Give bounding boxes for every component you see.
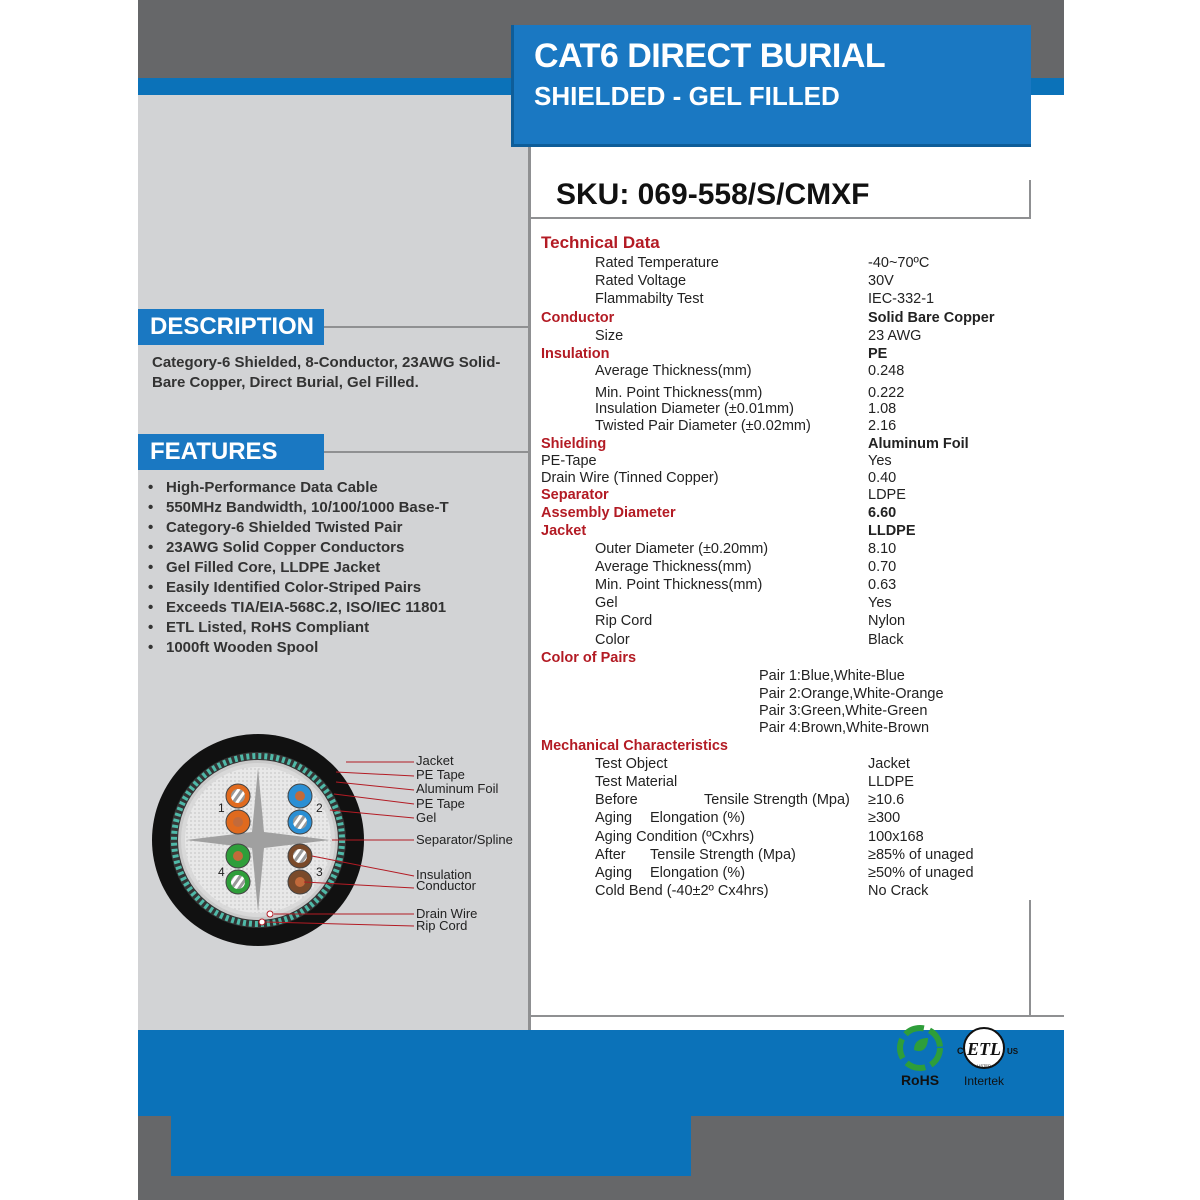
description-text: Category-6 Shielded, 8-Conductor, 23AWG Solid-Bare Copper, Direct Burial, Gel Filled. xyxy=(152,354,501,391)
spec-label: Rip Cord xyxy=(595,613,653,629)
etl-text: ETL xyxy=(967,1039,1001,1059)
callout-rip-cord: Rip Cord xyxy=(416,918,468,933)
rip-cord xyxy=(259,919,265,925)
spec-label: Insulation Diameter (±0.01mm) xyxy=(595,401,794,417)
description-heading: DESCRIPTION xyxy=(138,309,324,345)
pair-number-1: 1 xyxy=(218,801,225,815)
callout-insulation: Insulation xyxy=(416,867,472,882)
sku-rule xyxy=(531,217,1031,219)
spec-label: Flammabilty Test xyxy=(595,291,704,307)
mech-value: ≥85% of unaged xyxy=(868,847,974,863)
spec-value: 8.10 xyxy=(868,541,897,557)
spec-value: 0.222 xyxy=(868,385,905,401)
mech-value: No Crack xyxy=(868,883,929,899)
stripe xyxy=(293,815,307,829)
spec-value: Black xyxy=(868,632,904,648)
bottom-rule xyxy=(531,1015,1064,1017)
mech-value: ≥10.6 xyxy=(868,792,905,808)
etl-us-mark: US xyxy=(1007,1047,1019,1056)
spec-value: 1.08 xyxy=(868,401,897,417)
copper-core xyxy=(233,851,243,861)
mech-sublabel: Tensile Strength (Mpa) xyxy=(650,847,796,863)
spec-label: Shielding xyxy=(541,436,607,452)
mech-label: Before xyxy=(595,792,638,808)
mech-sublabel: Tensile Strength (Mpa) xyxy=(704,792,850,808)
mech-value: LLDPE xyxy=(868,774,914,790)
spec-value: 23 AWG xyxy=(868,328,922,344)
mech-label: Aging xyxy=(595,865,633,881)
callout-pe-tape-inner: PE Tape xyxy=(416,796,465,811)
stripe xyxy=(231,875,245,889)
title-line-2: SHIELDED - GEL FILLED xyxy=(534,81,840,111)
color-of-pairs-heading: Color of Pairs xyxy=(541,650,637,666)
copper-core xyxy=(295,791,305,801)
spec-value: 0.40 xyxy=(868,470,897,486)
callout-jacket: Jacket xyxy=(416,753,454,768)
sku-label: SKU: 069-558/S/CMXF xyxy=(556,178,870,211)
mech-label: After xyxy=(595,847,626,863)
mech-label: Test Material xyxy=(595,774,678,790)
feature-item: • 550MHz Bandwidth, 10/100/1000 Base-T xyxy=(148,498,449,518)
mech-value: ≥50% of unaged xyxy=(868,865,974,881)
callout-separator: Separator/Spline xyxy=(416,832,513,847)
mechanical-heading: Mechanical Characteristics xyxy=(541,738,728,754)
drain-wire xyxy=(267,911,273,917)
callout-pe-tape: PE Tape xyxy=(416,767,465,782)
spec-value: Aluminum Foil xyxy=(868,436,969,452)
leaf-icon xyxy=(914,1038,928,1051)
spec-label: Average Thickness(mm) xyxy=(595,559,752,575)
callout-conductor: Conductor xyxy=(416,878,476,893)
spec-value: PE xyxy=(868,346,888,362)
feature-item: • Easily Identified Color-Striped Pairs xyxy=(148,578,449,598)
stripe xyxy=(293,849,307,863)
pair-line: Pair 1:Blue,White-Blue xyxy=(759,668,905,684)
pair-number-2: 2 xyxy=(316,801,323,815)
spec-value: IEC-332-1 xyxy=(868,291,935,307)
spec-label: Rated Temperature xyxy=(595,255,719,271)
spec-value: Yes xyxy=(868,595,892,611)
title-box xyxy=(511,25,1031,147)
spec-label: Twisted Pair Diameter (±0.02mm) xyxy=(595,418,811,434)
spec-value: 0.248 xyxy=(868,363,905,379)
spec-label: Separator xyxy=(541,487,609,503)
pair-number-3: 3 xyxy=(316,865,323,879)
bottom-blue-block xyxy=(171,1046,691,1176)
pair-line: Pair 4:Brown,White-Brown xyxy=(759,720,930,736)
mech-label: Aging Condition (ºCxhrs) xyxy=(595,829,755,845)
rohs-text: RoHS xyxy=(900,1072,940,1088)
feature-item: • 1000ft Wooden Spool xyxy=(148,638,449,658)
spec-value: 2.16 xyxy=(868,418,897,434)
pair-line: Pair 2:Orange,White-Orange xyxy=(759,686,944,702)
spec-label: Insulation xyxy=(541,346,610,362)
feature-item: • High-Performance Data Cable xyxy=(148,478,449,498)
intertek-text: Intertek xyxy=(963,1074,1005,1088)
technical-data-heading: Technical Data xyxy=(541,233,660,252)
mech-sublabel: Elongation (%) xyxy=(650,865,746,881)
feature-item: • Exceeds TIA/EIA-568C.2, ISO/IEC 11801 xyxy=(148,598,449,618)
spec-value: 0.63 xyxy=(868,577,897,593)
etl-listed-mark: LISTED xyxy=(976,1063,992,1068)
bottom-rule-right xyxy=(1029,900,1031,1017)
spec-label: Drain Wire (Tinned Copper) xyxy=(541,470,719,486)
feature-item: • Gel Filled Core, LLDPE Jacket xyxy=(148,558,449,578)
spec-label: Average Thickness(mm) xyxy=(595,363,752,379)
callout-drain-wire: Drain Wire xyxy=(416,906,478,921)
spec-label: PE-Tape xyxy=(541,453,597,469)
spec-value: Solid Bare Copper xyxy=(868,310,995,326)
mech-label: Cold Bend (-40±2º Cx4hrs) xyxy=(595,883,769,899)
feature-item: • ETL Listed, RoHS Compliant xyxy=(148,618,449,638)
spec-label: Assembly Diameter xyxy=(541,505,676,521)
cable-cross-section-diagram xyxy=(150,720,530,1010)
mech-value: 100x168 xyxy=(868,829,924,845)
rohs-logo xyxy=(888,1024,952,1090)
pair-line: Pair 3:Green,White-Green xyxy=(759,703,928,719)
sku-rule-right xyxy=(1029,180,1031,219)
spec-value: 30V xyxy=(868,273,894,289)
etl-logo xyxy=(950,1022,1026,1090)
spec-label: Color xyxy=(595,632,630,648)
mech-value: ≥300 xyxy=(868,810,901,826)
spec-label: Gel xyxy=(595,595,618,611)
spec-label: Min. Point Thickness(mm) xyxy=(595,577,763,593)
spec-value: 6.60 xyxy=(868,505,897,521)
spec-value: -40~70ºC xyxy=(868,255,930,271)
spec-value: Yes xyxy=(868,453,892,469)
features-list xyxy=(148,478,449,658)
title-line-1: CAT6 DIRECT BURIAL xyxy=(534,37,886,75)
copper-core xyxy=(233,817,243,827)
features-heading: FEATURES xyxy=(138,434,324,470)
etl-c-mark: C xyxy=(957,1046,964,1056)
pair-number-4: 4 xyxy=(218,865,225,879)
spec-label: Conductor xyxy=(541,310,615,326)
feature-item: • Category-6 Shielded Twisted Pair xyxy=(148,518,449,538)
callout-aluminum-foil: Aluminum Foil xyxy=(416,781,499,796)
copper-core xyxy=(295,877,305,887)
spec-label: Rated Voltage xyxy=(595,273,687,289)
spec-value: 0.70 xyxy=(868,559,897,575)
spec-label: Size xyxy=(595,328,624,344)
spec-label: Min. Point Thickness(mm) xyxy=(595,385,763,401)
callout-gel: Gel xyxy=(416,810,437,825)
mech-sublabel: Elongation (%) xyxy=(650,810,746,826)
mech-label: Test Object xyxy=(595,756,668,772)
spec-value: LDPE xyxy=(868,487,906,503)
stripe xyxy=(231,789,245,803)
spec-label: Outer Diameter (±0.20mm) xyxy=(595,541,769,557)
features-rule xyxy=(324,451,531,453)
feature-item: • 23AWG Solid Copper Conductors xyxy=(148,538,449,558)
description-rule xyxy=(324,326,531,328)
mech-value: Jacket xyxy=(868,756,910,772)
spec-label: Jacket xyxy=(541,523,587,539)
mech-label: Aging xyxy=(595,810,633,826)
spec-value: Nylon xyxy=(868,613,906,629)
spec-value: LLDPE xyxy=(868,523,916,539)
